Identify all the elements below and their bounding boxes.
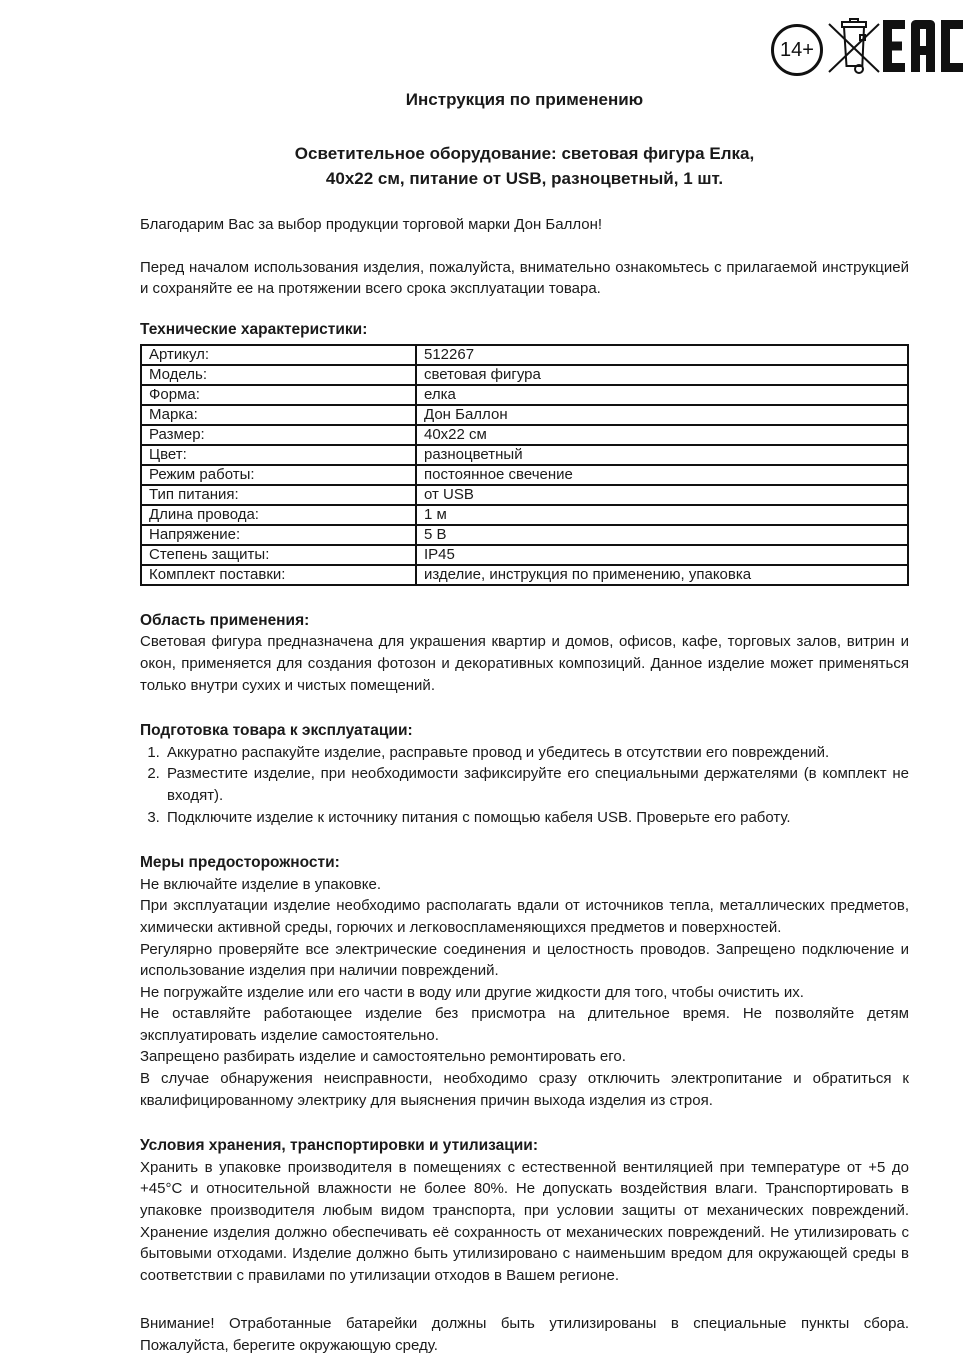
section: [140, 852, 909, 1111]
spec-label-cell: Длина провода:: [141, 505, 416, 525]
notice-text: Внимание! Отработанные батарейки должны быть утилизированы в специальные пункты сбора. Пожалуйста, берегите окружающую среду.: [140, 1315, 909, 1354]
intro-paragraphs: [140, 214, 909, 300]
spec-row: [141, 385, 908, 405]
section-heading: Область применения:: [140, 611, 310, 629]
intro-paragraph: Благодарим Вас за выбор продукции торговой марки Дон Баллон!: [140, 216, 603, 233]
specs-heading: Технические характеристики:: [140, 320, 368, 338]
spec-label-cell: Комплект поставки:: [141, 565, 416, 585]
section-paragraph: Не погружайте изделие или его части в воду или другие жидкости для того, чтобы очистить их.: [140, 983, 804, 1001]
spec-value-cell: 512267: [416, 345, 908, 365]
section-paragraph: Запрещено разбирать изделие и самостоятельно ремонтировать его.: [140, 1048, 626, 1066]
spec-value-cell: 5 В: [416, 525, 908, 545]
section-paragraph: В случае обнаружения неисправности, необходимо сразу отключить электропитание и обратиться к квалифицированному электрику для выяснения причин выхода изделия из строя.: [140, 1070, 909, 1109]
spec-value-cell: елка: [416, 385, 908, 405]
spec-value-cell: 40х22 см: [416, 425, 908, 445]
document-title: Инструкция по применению: [405, 90, 644, 109]
spec-label-cell: Режим работы:: [141, 465, 416, 485]
spec-label-cell: Марка:: [141, 405, 416, 425]
spec-row: [141, 365, 908, 385]
product-subtitle-line2: 40х22 см, питание от USB, разноцветный, 1 шт.: [325, 169, 724, 188]
specs-table: [140, 344, 909, 586]
age-rating-label: 14+: [780, 38, 814, 61]
document-content: [140, 0, 909, 1357]
instruction-list-item: 2. Разместите изделие, при необходимости зафиксируйте его специальными держателями (в комплект не входят).: [164, 763, 909, 806]
spec-value-cell: 1 м: [416, 505, 908, 525]
spec-row: [141, 505, 908, 525]
spec-label-cell: Форма:: [141, 385, 416, 405]
spec-row: [141, 525, 908, 545]
battery-disposal-notice: [140, 1313, 909, 1356]
spec-row: [141, 465, 908, 485]
spec-row: [141, 565, 908, 585]
spec-label-cell: Напряжение:: [141, 525, 416, 545]
spec-row: [141, 345, 908, 365]
section-paragraph: Хранить в упаковке производителя в помещениях с естественной вентиляцией при температуре от +5 до +45°С и относительной влажности не более 80%. Не допускать воздействия влаги. Транспортировать в упаковке производителя любым видом транспорта, при условии защиты от механических повреждений. Хранение изделия должно обеспечивать её сохранность от механических повреждений. Не утилизировать с бытовыми отходами. Изделие должно быть утилизировано с наименьшим вредом для окружающей среды в соответствии с правилами по утилизации отходов в Вашем регионе.: [140, 1158, 909, 1284]
spec-value-cell: световая фигура: [416, 365, 908, 385]
section-paragraph: Световая фигура предназначена для украшения квартир и домов, офисов, кафе, торговых залов, витрин и окон, применяется для создания фотозон и декоративных композиций. Данное изделие может применяться только внутри сухих и чистых помещений.: [140, 633, 909, 694]
section-heading: Подготовка товара к эксплуатации:: [140, 722, 413, 740]
spec-label-cell: Тип питания:: [141, 485, 416, 505]
spec-value-cell: разноцветный: [416, 445, 908, 465]
spec-value-cell: Дон Баллон: [416, 405, 908, 425]
specs-block: [140, 321, 909, 586]
instruction-list-item: 3. Подключите изделие к источнику питания с помощью кабеля USB. Проверьте его работу.: [164, 807, 909, 829]
section-heading: Меры предосторожности:: [140, 854, 340, 872]
section-paragraph: Не оставляйте работающее изделие без присмотра на длительное время. Не позволяйте детям эксплуатировать изделие самостоятельно.: [140, 1005, 909, 1044]
spec-row: [141, 405, 908, 425]
section-paragraph: Регулярно проверяйте все электрические соединения и целостность проводов. Запрещено подключение и использование изделия при наличии повреждений.: [140, 940, 909, 980]
spec-label-cell: Модель:: [141, 365, 416, 385]
spec-row: [141, 545, 908, 565]
section: [140, 1135, 909, 1286]
instruction-list-item: 1. Аккуратно распакуйте изделие, расправьте провод и убедитесь в отсутствии его повреждений.: [164, 742, 909, 764]
product-subtitle: [140, 141, 909, 191]
spec-row: [141, 425, 908, 445]
spec-label-cell: Размер:: [141, 425, 416, 445]
instruction-list: [140, 742, 909, 828]
intro-paragraph: Перед началом использования изделия, пожалуйста, внимательно ознакомьтесь с прилагаемой инструкцией и сохраняйте ее на протяжении всего срока эксплуатации товара.: [140, 258, 909, 298]
spec-value-cell: от USB: [416, 485, 908, 505]
section-heading: Условия хранения, транспортировки и утилизации:: [140, 1137, 538, 1155]
document-sections: [140, 610, 909, 1287]
spec-value-cell: IP45: [416, 545, 908, 565]
section-paragraph: При эксплуатации изделие необходимо располагать вдали от источников тепла, металлических предметов, химически активной среды, горючих и легковоспламеняющихся предметов и поверхностей.: [140, 897, 909, 936]
spec-row: [141, 485, 908, 505]
spec-label-cell: Цвет:: [141, 445, 416, 465]
spec-value-cell: изделие, инструкция по применению, упаковка: [416, 565, 908, 585]
spec-label-cell: Степень защиты:: [141, 545, 416, 565]
spec-row: [141, 445, 908, 465]
section: [140, 720, 909, 828]
product-subtitle-line1: Осветительное оборудование: световая фигура Елка,: [294, 144, 755, 163]
section: [140, 610, 909, 696]
spec-label-cell: Артикул:: [141, 345, 416, 365]
section-paragraph: Не включайте изделие в упаковке.: [140, 875, 382, 893]
spec-value-cell: постоянное свечение: [416, 465, 908, 485]
